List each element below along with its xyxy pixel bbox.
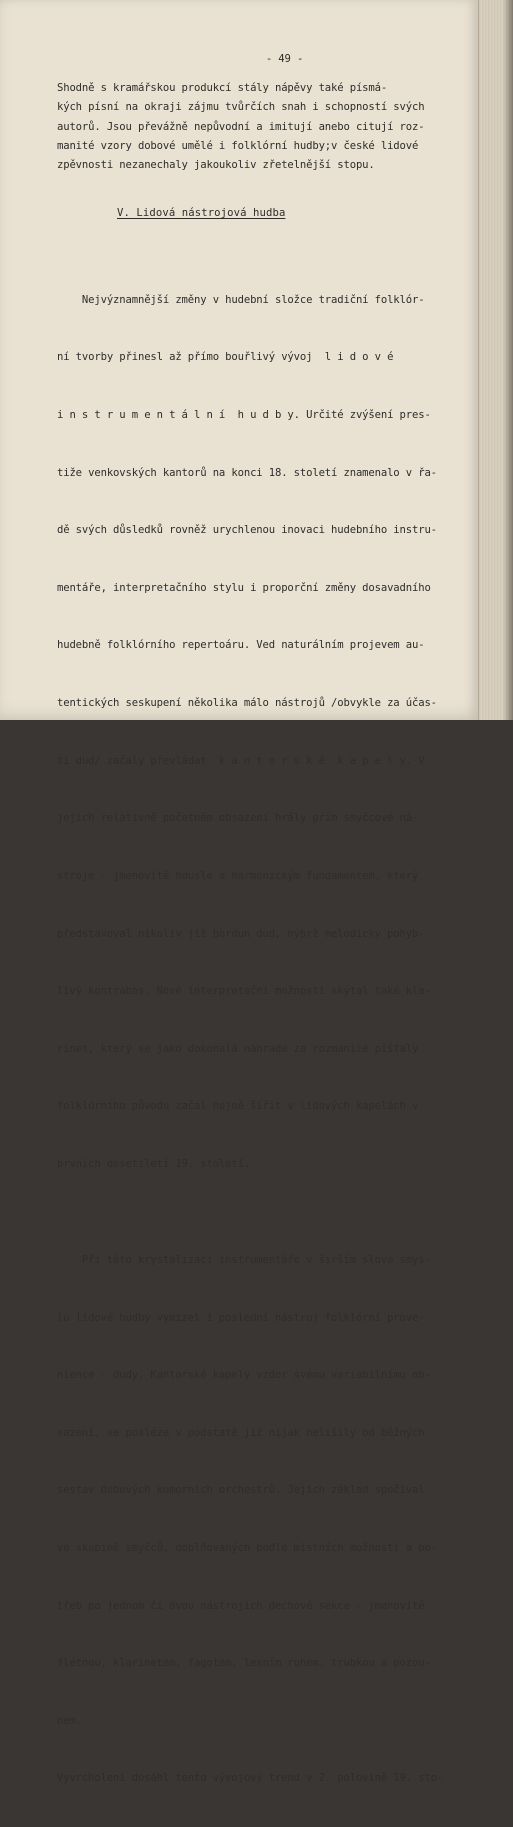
page-number: - 49 - bbox=[265, 53, 304, 65]
text-line: livý kontrabas. Nové interpretační možnosti skýtal také kla- bbox=[57, 985, 431, 998]
text-line: ve skupině smyčců, doplňovaných podle místních možností a po- bbox=[57, 1542, 437, 1555]
text-line: prvních desetiletí 19. století. bbox=[57, 1157, 251, 1170]
text-line: lu lidové hudby vymizel i poslední nástroj folklórní prove- bbox=[57, 1311, 425, 1324]
text-line: dě svých důsledků rovněž urychlenou inovaci hudebního instru- bbox=[57, 524, 437, 537]
text-line: i n s t r u m e n t á l n í h u d b y. Určité zvýšení pres- bbox=[57, 409, 431, 422]
paragraph-krystalizace bbox=[57, 1213, 472, 1827]
text-line: hudebně folklórního repertoáru. Ved naturálním projevem au- bbox=[57, 639, 425, 652]
text-line: Shodně s kramářskou produkcí stály nápěvy také písmá- bbox=[57, 82, 388, 95]
text-line: mentáře, interpretačního stylu i proporční změny dosavadního bbox=[57, 581, 431, 594]
paragraph-nastrojova-hudba bbox=[57, 252, 472, 1212]
text-line: Při této krystalizaci instrumentáře v širším slova smys- bbox=[57, 1253, 431, 1266]
page-stack-edge bbox=[478, 0, 513, 720]
page-text bbox=[57, 50, 472, 1827]
text-line: manité vzory dobové umělé i folklórní hudby;v české lidové bbox=[57, 139, 419, 152]
text-line: nem. bbox=[57, 1714, 82, 1727]
section-heading: V. Lidová nástrojová hudba bbox=[117, 207, 286, 220]
text-line: jejich relativně početném obsazení hrály prim smyčcové ná- bbox=[57, 812, 419, 825]
text-line: nience - dudy. Kantorské kapely vzdor svému variabilnímu ob- bbox=[57, 1369, 431, 1382]
text-line: Nejvýznamnější změny v hudební složce tradiční folklór- bbox=[57, 293, 425, 306]
text-line: sestav dobových komorních orchestrů. Jejich základ spočíval bbox=[57, 1484, 425, 1497]
text-line: tentických seskupení několika málo nástrojů /obvykle za účas- bbox=[57, 697, 437, 710]
text-line: sazení, se posléze v podstatě již nijak nelišily od běžných bbox=[57, 1426, 425, 1439]
text-line: představoval nikoliv již bordun dud, nýbrž melodicky pohyb- bbox=[57, 927, 425, 940]
paragraph-kramarske bbox=[57, 79, 472, 175]
text-line: Vyvrcholení dosáhl tento vývojový trend v 2. polovině 19. sto- bbox=[57, 1772, 444, 1785]
text-line: autorů. Jsou převážně nepůvodní a imitují anebo citují roz- bbox=[57, 120, 425, 133]
text-line: ní tvorby přinesl až přímo bouřlivý vývoj l i d o v é bbox=[57, 351, 394, 364]
text-line: třeb po jednom či dvou nástrojích dechové sekce - jmenovitě bbox=[57, 1599, 425, 1612]
text-line: flétnou, klarinetem, fagotem, lesním rohem, trubkou a pozou- bbox=[57, 1657, 431, 1670]
text-line: stroje - jmenovitě housle a harmonickým fundamentem, který bbox=[57, 869, 419, 882]
text-line: ti dud/ začaly převládat k a n t o r s k é k a p e l y. V bbox=[57, 754, 425, 767]
text-line: rinet, který se jako dokonalá náhrada za rozmanité píšťaly bbox=[57, 1042, 419, 1055]
text-line: folklórního původu začal hojně šířit v lidových kapelách v bbox=[57, 1100, 419, 1113]
text-line: kých písní na okraji zájmu tvůrčích snah i schopností svých bbox=[57, 101, 425, 114]
text-line: tiže venkovských kantorů na konci 18. století znamenalo v řa- bbox=[57, 466, 437, 479]
text-line: zpěvnosti nezanechaly jakoukoliv zřetelnější stopu. bbox=[57, 159, 375, 172]
